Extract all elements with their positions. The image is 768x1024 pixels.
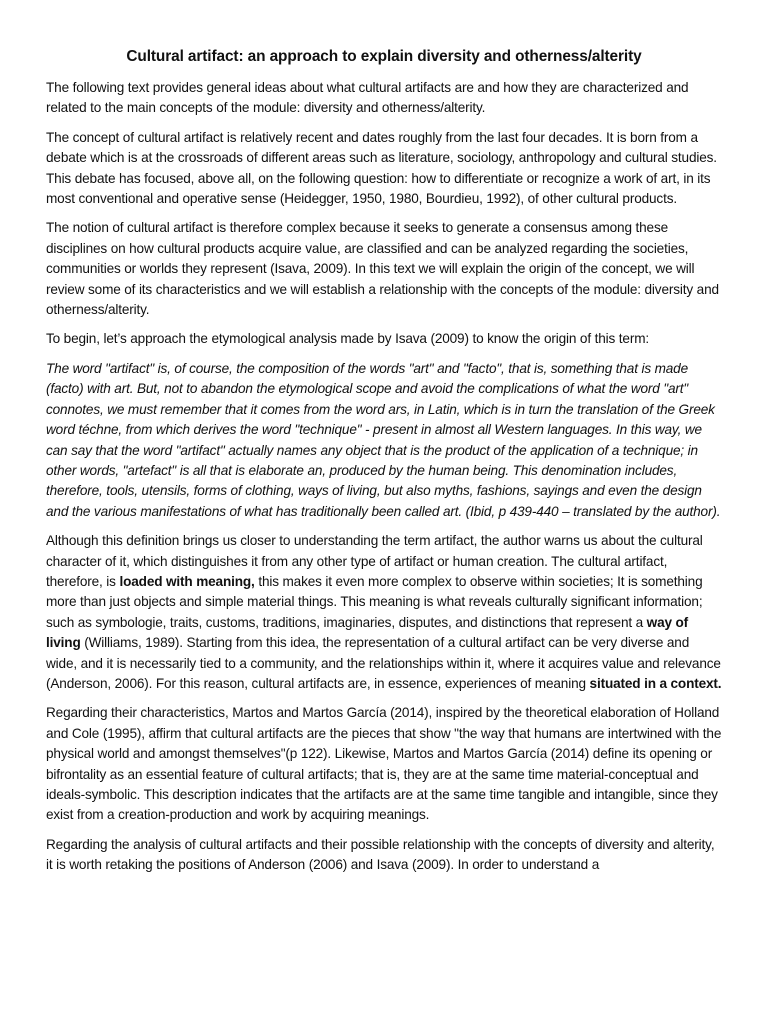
paragraph-cultural-character [46,531,722,694]
block-quote: The word "artifact" is, of course, the composition of the words "art" and "facto", that is, something that is made (facto) with art. But, not to abandon the etymological scope and avoid the complications of what the word "art" connotes, we must remember that it comes from the word ars, in Latin, which is in turn the translation of the Greek word téchne, from which derives the word "technique" - present in almost all Western languages. In this way, we can say that the word "artifact" actually names any object that is the product of the application of a technique; in other words, "artefact" is all that is elaborate an, produced by the human being. This denomination includes, therefore, tools, utensils, forms of clothing, ways of living, but also myths, fashions, sayings and even the design and the various manifestations of what has traditionally been called art. (Ibid, p 439-440 – translated by the author). [46,360,721,519]
text-segment: this makes it even more complex to observe within societies; It is something more than just objects and simple material things. This meaning is what reveals culturally significant information; such as symbologie, traits, customs, traditions, imaginaries, disputes, and distinctions that represent a [46,573,703,630]
text-segment: Although this definition brings us closer to understanding the term artifact, the author warns us about the cultural character of it, which distinguishes it from any other type of artifact or human creation. The cultural artifact, therefore, is [46,533,703,589]
paragraph-intro: The following text provides general ideas about what cultural artifacts are and how they are characterized and related to the main concepts of the module: diversity and otherness/alterity. [46,80,689,116]
bold-phrase: loaded with meaning, [119,573,255,589]
paragraph-notion: The notion of cultural artifact is therefore complex because it seeks to generate a consensus among these disciplines on how cultural products acquire value, are classified and can be analyzed regarding the societies, communities or worlds they represent (Isava, 2009). In this text we will explain the origin of the concept, we will review some of its characteristics and we will establish a relationship with the concepts of the module: diversity and otherness/alterity. [46,220,719,318]
paragraph-concept: The concept of cultural artifact is relatively recent and dates roughly from the last four decades. It is born from a debate which is at the crossroads of different areas such as literature, sociology, anthropology and cultural studies. This debate has focused, above all, on the following question: how to differentiate or recognize a work of art, in its most conventional and operative sense (Heidegger, 1950, 1980, Bourdieu, 1992), of other cultural products. [46,129,717,207]
paragraph-etymology-intro: To begin, let’s approach the etymological analysis made by Isava (2009) to know the origin of this term: [46,331,649,347]
bold-phrase: situated in a context. [589,675,722,691]
text-segment: (Williams, 1989). Starting from this idea, the representation of a cultural artifact can be very diverse and wide, and it is necessarily tied to a community, and the relationships within it, where it acquires value and relevance (Anderson, 2006). For this reason, cultural artifacts are, in essence, experiences of meaning [46,635,721,691]
paragraph-characteristics: Regarding their characteristics, Martos and Martos García (2014), inspired by the theoretical elaboration of Holland and Cole (1995), affirm that cultural artifacts are the pieces that show "the way that humans are intertwined with the physical world and amongst themselves"(p 122). Likewise, Martos and Martos García (2014) define its opening or bifrontality as an essential feature of cultural artifacts; that is, they are at the same time material-conceptual and ideals-symbolic. This description indicates that the artifacts are at the same time tangible and intangible, since they exist from a creation-production and work by acquiring meanings. [46,705,722,823]
bold-phrase: way of living [46,614,689,651]
document-title: Cultural artifact: an approach to explain diversity and otherness/alterity [126,48,642,65]
paragraph-analysis: Regarding the analysis of cultural artifacts and their possible relationship with the concepts of diversity and alterity, it is worth retaking the positions of Anderson (2006) and Isava (2009). In order to understand a [46,836,715,873]
